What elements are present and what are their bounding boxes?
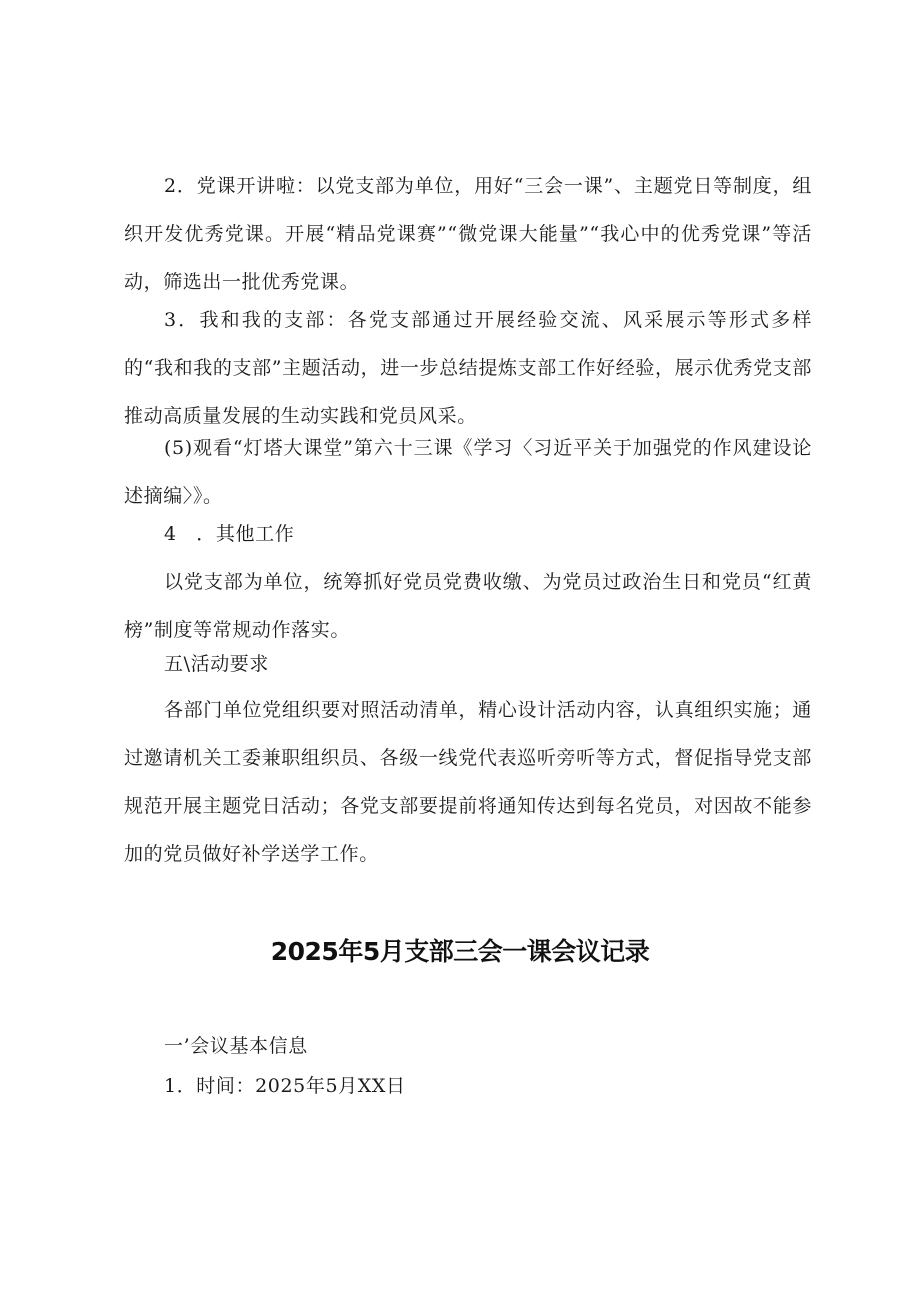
heading-activity-requirements: 五\活动要求 (164, 653, 270, 675)
paragraph-activity-requirements: 各部门单位党组织要对照活动清单，精心设计活动内容，认真组织实施；通过邀请机关工委兼职组织员、各级一线党代表巡听旁听等方式，督促指导党支部规范开展主题党日活动；各党支部要提前将通知传达到每名党员，对因故不能参加的党员做好补学送学工作。 (124, 699, 812, 865)
heading-other-work: 4 ．其他工作 (164, 523, 295, 545)
paragraph-lighthouse-lecture: (5)观看“灯塔大课堂”第六十三课《学习〈习近平关于加强党的作风建设论述摘编〉》。 (124, 437, 812, 507)
heading-basic-info: 一’会议基本信息 (164, 1035, 308, 1057)
paragraph-my-branch: 3．我和我的支部：各党支部通过开展经验交流、风采展示等形式多样的“我和我的支部”主题活动，进一步总结提炼支部工作好经验，展示优秀党支部推动高质量发展的生动实践和党员风采。 (124, 309, 812, 427)
paragraph-other-work: 以党支部为单位，统筹抓好党员党费收缴、为党员过政治生日和党员“红黄榜”制度等常规动作落实。 (124, 571, 812, 641)
meeting-record-title: 2025年5月支部三会一课会议记录 (270, 937, 650, 966)
paragraph-party-lecture: 2．党课开讲啦：以党支部为单位，用好“三会一课”、主题党日等制度，组织开发优秀党课。开展“精品党课赛”“微党课大能量”“我心中的优秀党课”等活动，筛选出一批优秀党课。 (124, 175, 812, 293)
meeting-time: 1．时间：2025年5月XX日 (164, 1075, 406, 1097)
